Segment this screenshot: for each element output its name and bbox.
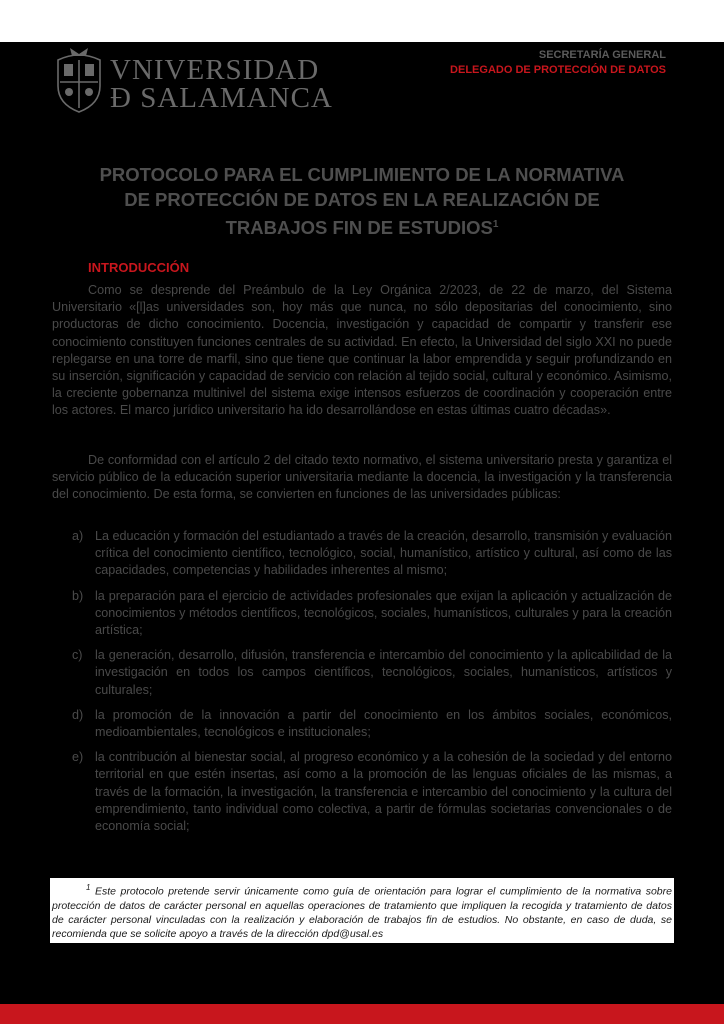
- university-name-line2: Ð SALAMANCA: [110, 82, 333, 114]
- dept-line-delegado: DELEGADO DE PROTECCIÓN DE DATOS: [450, 64, 666, 76]
- bottom-red-bar: [0, 1004, 724, 1024]
- dept-line-secretaria: SECRETARÍA GENERAL: [538, 49, 666, 61]
- title-line-3: [52, 212, 672, 240]
- list-item-text: la contribución al bienestar social, al progreso económico y a la cohesión de la sociedad y del entorno territorial en que estén insertas, así como a la promoción de las lenguas oficiales de las mismas, a través de la formación, la investigación, la transferencia e intercambio del conocimiento y la cultura del emprendimiento, tanto individual como colectiva, a partir de fórmulas societarias convencionales o de economía social;: [95, 750, 672, 834]
- title-line-2: DE PROTECCIÓN DE DATOS EN LA REALIZACIÓN DE: [124, 189, 600, 210]
- document-title: [52, 162, 672, 240]
- footnote-text: Este protocolo pretende servir únicamente como guía de orientación para lograr el cumplimiento de la normativa sobre protección de datos de carácter personal en aquellas operaciones de tratamiento que impliquen la recogida y tratamiento de datos de carácter personal vinculadas con la realización y elaboración de trabajos fin de estudios. No obstante, en caso de duda, se recomienda que se solicite apoyo a través de la dirección dpd@usal.es: [52, 885, 672, 940]
- document-page: [0, 42, 724, 1004]
- list-marker: e): [72, 750, 84, 765]
- university-name: [110, 56, 333, 112]
- paragraph-2: De conformidad con el artículo 2 del citado texto normativo, el sistema universitario presta y garantiza el servicio público de la educación superior universitaria mediante la docencia, la investigación y la transferencia del conocimiento. De esta forma, se convierten en funciones de las universidades públicas:: [52, 453, 672, 502]
- department-header: [450, 48, 666, 78]
- section-heading: INTRODUCCIÓN: [88, 260, 190, 275]
- title-line-1: PROTOCOLO PARA EL CUMPLIMIENTO DE LA NORMATIVA: [99, 164, 625, 185]
- footnote-mark: 1: [86, 883, 91, 892]
- list-item: [52, 528, 672, 580]
- paragraph-1: Como se desprende del Preámbulo de la Ley Orgánica 2/2023, de 22 de marzo, del Sistema Universitario «[l]as universidades son, hoy más que nunca, no sólo depositarias del conocimiento, sino productoras de dicho conocimiento. Docencia, investigación y capacidad de compartir y transferir ese conocimiento constituyen funciones centrales de su actividad. En efecto, la Universidad del siglo XXI no puede replegarse en una torre de marfil, sino que tiene que continuar la labor emprendida y seguir profundizando en su inserción, significación y capacidad de servicio con relación al tejido social, cultural y económico. Asimismo, la creciente gobernanza multinivel del sistema exige intensos esfuerzos de coordinación y cooperación entre los actores. El marco jurídico universitario ha ido desarrollándose en estas últimas cuatro décadas».: [52, 283, 672, 418]
- list-item-text: la generación, desarrollo, difusión, transferencia e intercambio del conocimiento y la aplicabilidad de la investigación en todos los campos científicos, tecnológicos, sociales, humanísticos, artísticos y culturales;: [95, 648, 672, 697]
- list-item-text: La educación y formación del estudiantado a través de la creación, desarrollo, transmisión y evaluación crítica del conocimiento científico, tecnológico, social, humanístico, artístico y cultural, así como de las capacidades, competencias y habilidades inherentes al mismo;: [95, 529, 672, 578]
- list-item: [52, 707, 672, 741]
- footnote: [50, 878, 674, 943]
- title-line-3-text: TRABAJOS FIN DE ESTUDIOS: [225, 217, 493, 239]
- list-item-text: la promoción de la innovación a partir del conocimiento en los ámbitos sociales, económicos, medioambientales, tecnológicos e institucionales;: [95, 707, 672, 740]
- functions-list: [52, 528, 672, 843]
- list-marker: b): [72, 588, 84, 603]
- list-item: [52, 588, 672, 640]
- list-item: [52, 647, 672, 699]
- university-logo: [52, 46, 352, 118]
- list-marker: d): [72, 707, 84, 722]
- university-crest-icon: [52, 46, 106, 114]
- title-footnote-mark: 1: [492, 219, 499, 230]
- list-item-text: la preparación para el ejercicio de actividades profesionales que exijan la aplicación y actualización de conocimientos y métodos científicos, tecnológicos, sociales, humanísticos, culturales y para la creación artística;: [95, 588, 672, 638]
- list-marker: c): [72, 648, 83, 663]
- list-item: [52, 749, 672, 835]
- list-marker: a): [72, 529, 84, 543]
- university-name-line1: VNIVERSIDAD: [110, 54, 320, 86]
